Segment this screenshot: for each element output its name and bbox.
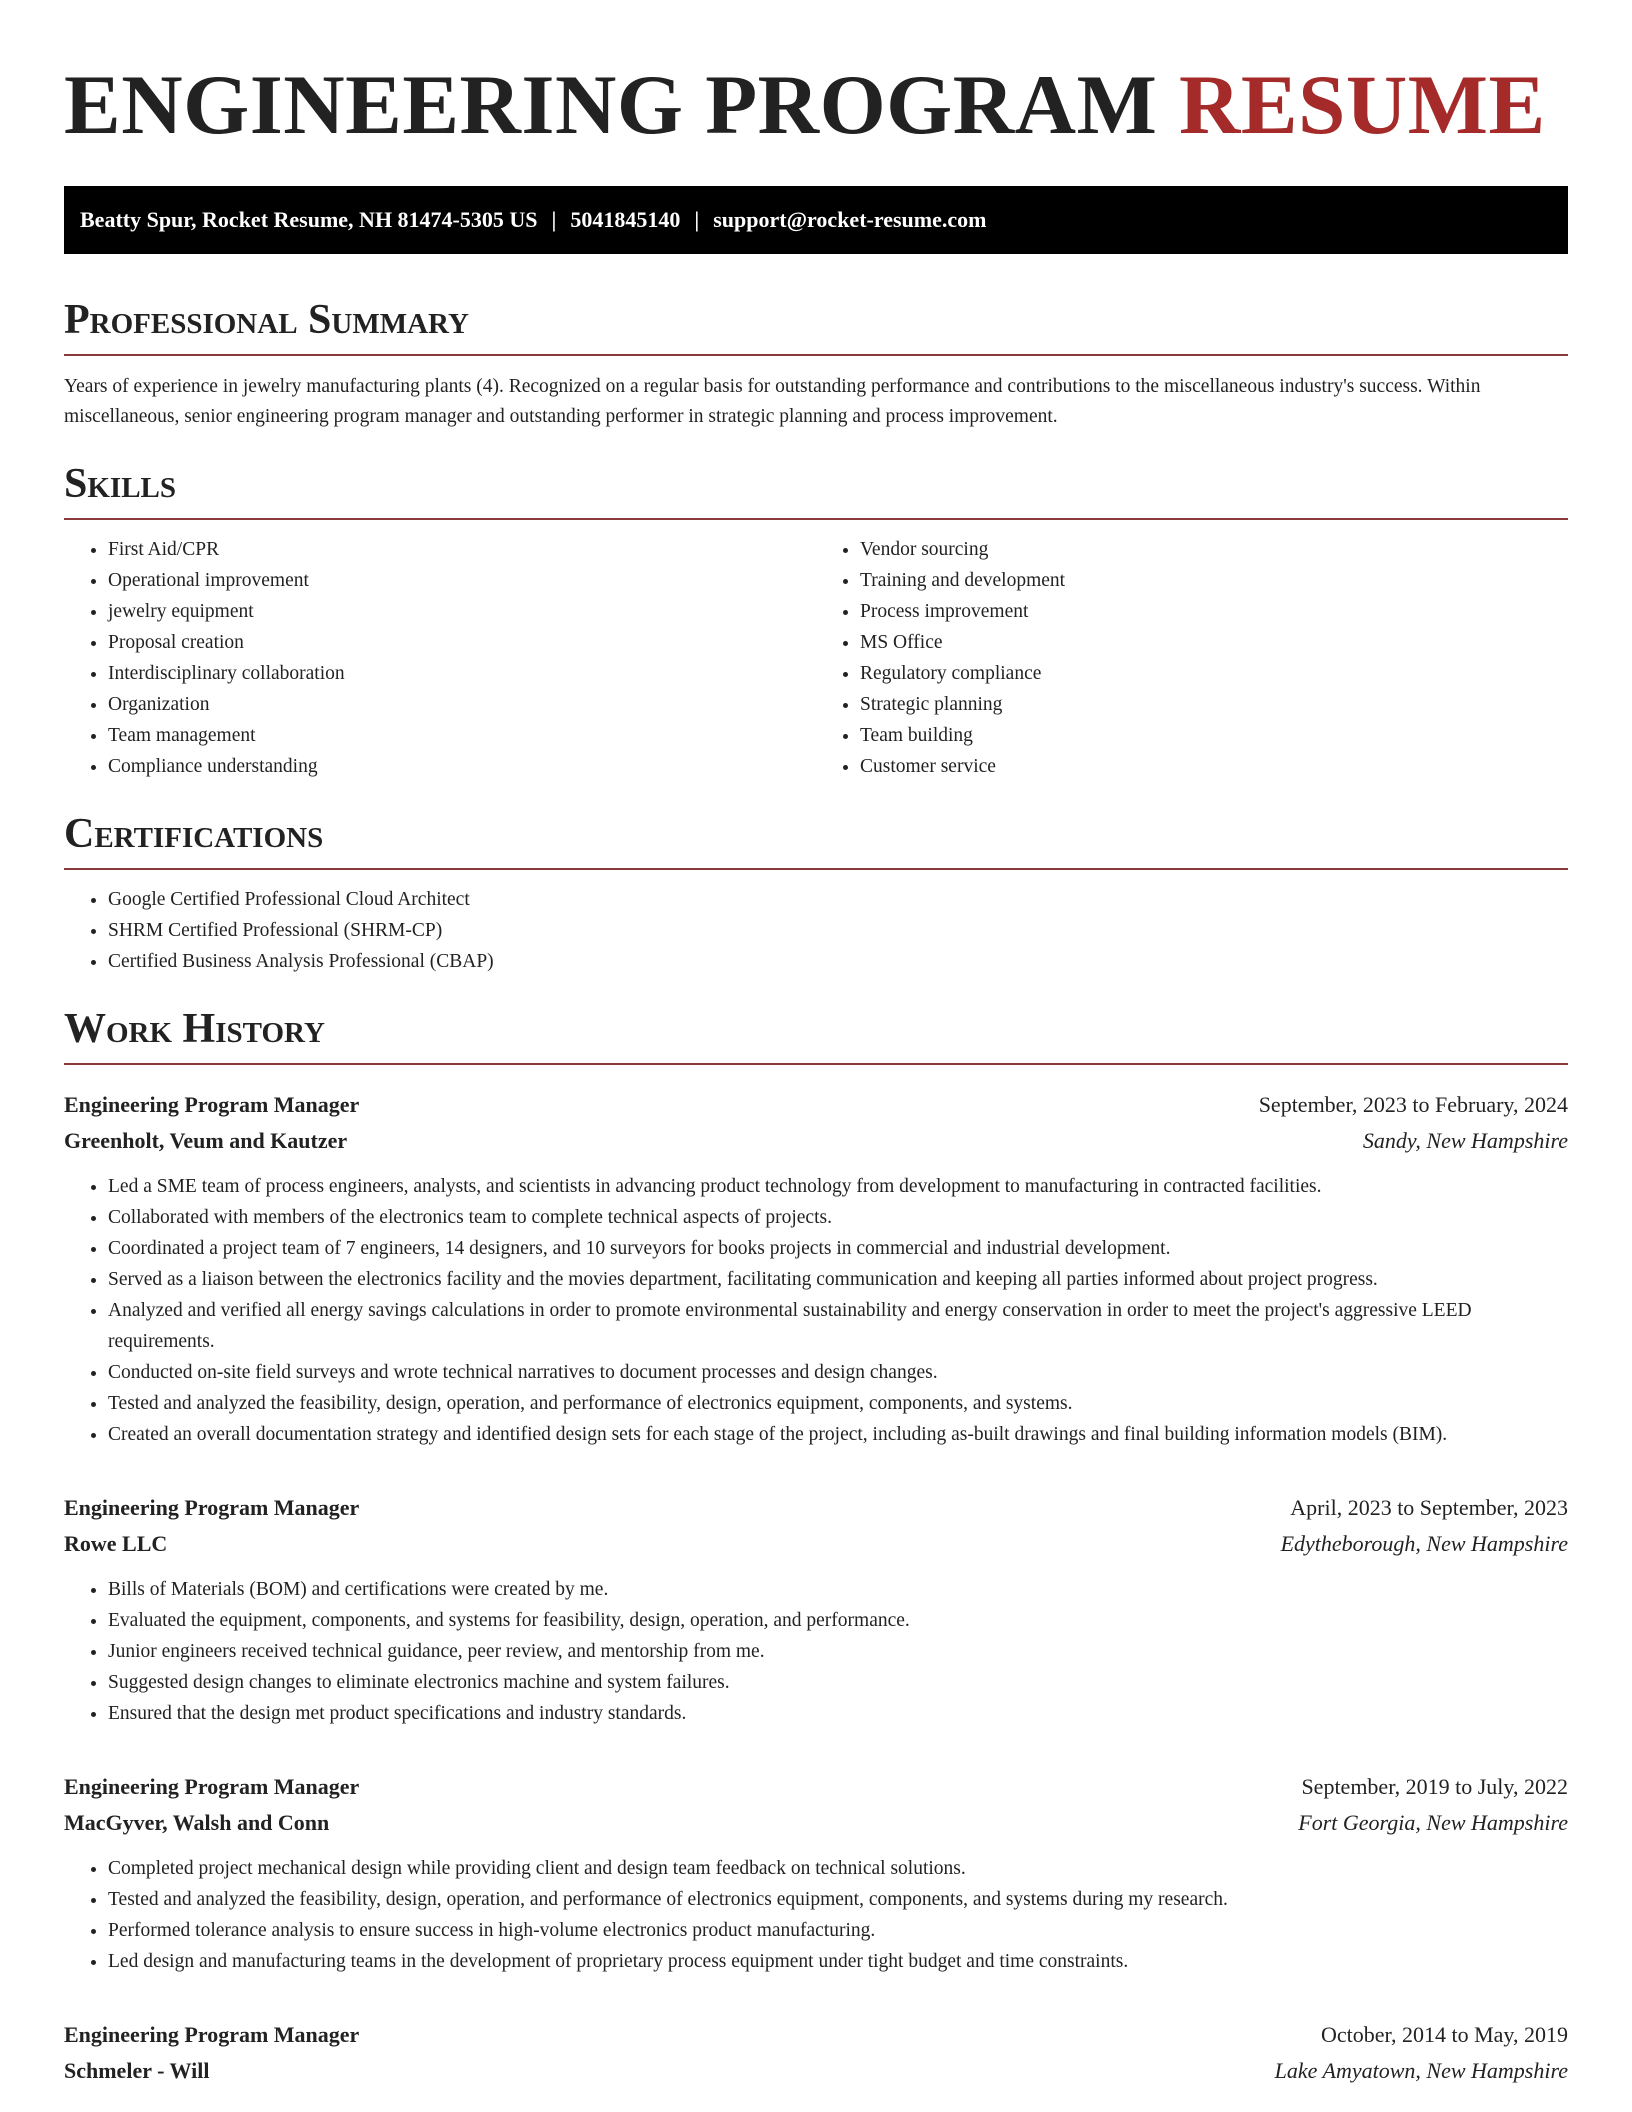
job-title: Engineering Program Manager — [64, 1774, 360, 1799]
contact-separator: | — [551, 207, 557, 232]
resume-title — [64, 56, 1568, 154]
job-company: Schmeler - Will — [64, 2058, 210, 2083]
job-company-row — [64, 1526, 1568, 1562]
certifications-section — [64, 810, 1568, 977]
job-location: Edytheborough, New Hampshire — [1280, 1531, 1568, 1556]
job-bullet: • Performed tolerance analysis to ensure success in high-volume electronics product manufacturing. — [108, 1915, 1568, 1946]
skill-item: • First Aid/CPR — [108, 534, 816, 565]
job-entry — [64, 1087, 1568, 1450]
job-title: Engineering Program Manager — [64, 2022, 360, 2047]
job-bullet: • Led a SME team of process engineers, analysts, and scientists in advancing product technology from development to manufacturing in contracted facilities. — [108, 1171, 1568, 1202]
skill-item: • Customer service — [860, 751, 1568, 782]
job-bullets — [64, 1574, 1568, 1729]
title-main: ENGINEERING PROGRAM — [64, 58, 1158, 152]
certification-item: • SHRM Certified Professional (SHRM-CP) — [108, 915, 1568, 946]
job-header-row — [64, 2017, 1568, 2053]
skills-list-left — [64, 534, 816, 782]
job-bullet: • Conducted on-site field surveys and wrote technical narratives to document processes and design changes. — [108, 1357, 1568, 1388]
title-accent: RESUME — [1179, 58, 1546, 152]
skill-item: • Regulatory compliance — [860, 658, 1568, 689]
work-history-section — [64, 1005, 1568, 2089]
contact-address: Beatty Spur, Rocket Resume, NH 81474-5305 US — [80, 207, 538, 232]
resume-page — [64, 0, 1568, 2089]
skill-item: • Proposal creation — [108, 627, 816, 658]
job-company: MacGyver, Walsh and Conn — [64, 1810, 330, 1835]
section-heading: Professional Summary — [64, 296, 1568, 356]
skill-item: • Strategic planning — [860, 689, 1568, 720]
professional-summary-section — [64, 296, 1568, 432]
skills-section — [64, 460, 1568, 782]
job-company: Greenholt, Veum and Kautzer — [64, 1128, 348, 1153]
job-bullet: • Bills of Materials (BOM) and certifications were created by me. — [108, 1574, 1568, 1605]
certifications-list — [64, 884, 1568, 977]
job-dates: September, 2019 to July, 2022 — [1301, 1774, 1568, 1799]
job-location: Fort Georgia, New Hampshire — [1298, 1810, 1568, 1835]
certification-item: • Certified Business Analysis Professional (CBAP) — [108, 946, 1568, 977]
job-bullet: • Coordinated a project team of 7 engineers, 14 designers, and 10 surveyors for books projects in commercial and industrial development. — [108, 1233, 1568, 1264]
job-header-row — [64, 1769, 1568, 1805]
job-company-row — [64, 1805, 1568, 1841]
job-bullet: • Collaborated with members of the electronics team to complete technical aspects of projects. — [108, 1202, 1568, 1233]
skill-item: • Compliance understanding — [108, 751, 816, 782]
job-title: Engineering Program Manager — [64, 1495, 360, 1520]
job-location: Lake Amyatown, New Hampshire — [1274, 2058, 1568, 2083]
section-heading: Work History — [64, 1005, 1568, 1065]
contact-bar — [64, 186, 1568, 254]
job-dates: September, 2023 to February, 2024 — [1258, 1092, 1568, 1117]
skill-item: • Interdisciplinary collaboration — [108, 658, 816, 689]
job-bullet: • Tested and analyzed the feasibility, design, operation, and performance of electronics equipment, components, and systems. — [108, 1388, 1568, 1419]
job-company: Rowe LLC — [64, 1531, 168, 1556]
certification-item: • Google Certified Professional Cloud Architect — [108, 884, 1568, 915]
job-company-row — [64, 1123, 1568, 1159]
job-dates: April, 2023 to September, 2023 — [1290, 1495, 1568, 1520]
job-bullets — [64, 1171, 1568, 1450]
job-bullet: • Led design and manufacturing teams in the development of proprietary process equipment under tight budget and time constraints. — [108, 1946, 1568, 1977]
skill-item: • Process improvement — [860, 596, 1568, 627]
job-dates: October, 2014 to May, 2019 — [1321, 2022, 1568, 2047]
job-entry — [64, 1490, 1568, 1729]
skill-item: • Team management — [108, 720, 816, 751]
contact-separator: | — [694, 207, 700, 232]
job-bullet: • Junior engineers received technical guidance, peer review, and mentorship from me. — [108, 1636, 1568, 1667]
job-header-row — [64, 1490, 1568, 1526]
contact-phone: 5041845140 — [570, 207, 681, 232]
skills-list-right — [816, 534, 1568, 782]
skill-item: • Organization — [108, 689, 816, 720]
skill-item: • Vendor sourcing — [860, 534, 1568, 565]
job-bullets — [64, 1853, 1568, 1977]
job-entry — [64, 1769, 1568, 1977]
job-bullet: • Served as a liaison between the electronics facility and the movies department, facilitating communication and keeping all parties informed about project progress. — [108, 1264, 1568, 1295]
job-entry — [64, 2017, 1568, 2089]
job-bullet: • Evaluated the equipment, components, and systems for feasibility, design, operation, and performance. — [108, 1605, 1568, 1636]
job-location: Sandy, New Hampshire — [1362, 1128, 1568, 1153]
section-heading: Certifications — [64, 810, 1568, 870]
section-heading: Skills — [64, 460, 1568, 520]
job-bullet: • Analyzed and verified all energy savings calculations in order to promote environmental sustainability and energy conservation in order to meet the project's aggressive LEED requirements. — [108, 1295, 1568, 1357]
job-bullet: • Completed project mechanical design while providing client and design team feedback on technical solutions. — [108, 1853, 1568, 1884]
job-bullet: • Suggested design changes to eliminate electronics machine and system failures. — [108, 1667, 1568, 1698]
skill-item: • Training and development — [860, 565, 1568, 596]
summary-text: Years of experience in jewelry manufacturing plants (4). Recognized on a regular basis for outstanding performance and contributions to the miscellaneous industry's success. Within miscellaneous, senior engineering program manager and outstanding performer in strategic planning and process improvement. — [64, 376, 1481, 427]
skill-item: • Operational improvement — [108, 565, 816, 596]
skill-item: • MS Office — [860, 627, 1568, 658]
job-bullet: • Created an overall documentation strategy and identified design sets for each stage of the project, including as-built drawings and final building information models (BIM). — [108, 1419, 1568, 1450]
skills-grid — [64, 534, 1568, 782]
skill-item: • jewelry equipment — [108, 596, 816, 627]
skill-item: • Team building — [860, 720, 1568, 751]
job-company-row — [64, 2053, 1568, 2089]
job-title: Engineering Program Manager — [64, 1092, 360, 1117]
job-bullet: • Tested and analyzed the feasibility, design, operation, and performance of electronics equipment, components, and systems during my research. — [108, 1884, 1568, 1915]
job-bullet: • Ensured that the design met product specifications and industry standards. — [108, 1698, 1568, 1729]
job-header-row — [64, 1087, 1568, 1123]
contact-email[interactable]: support@rocket-resume.com — [713, 207, 987, 232]
